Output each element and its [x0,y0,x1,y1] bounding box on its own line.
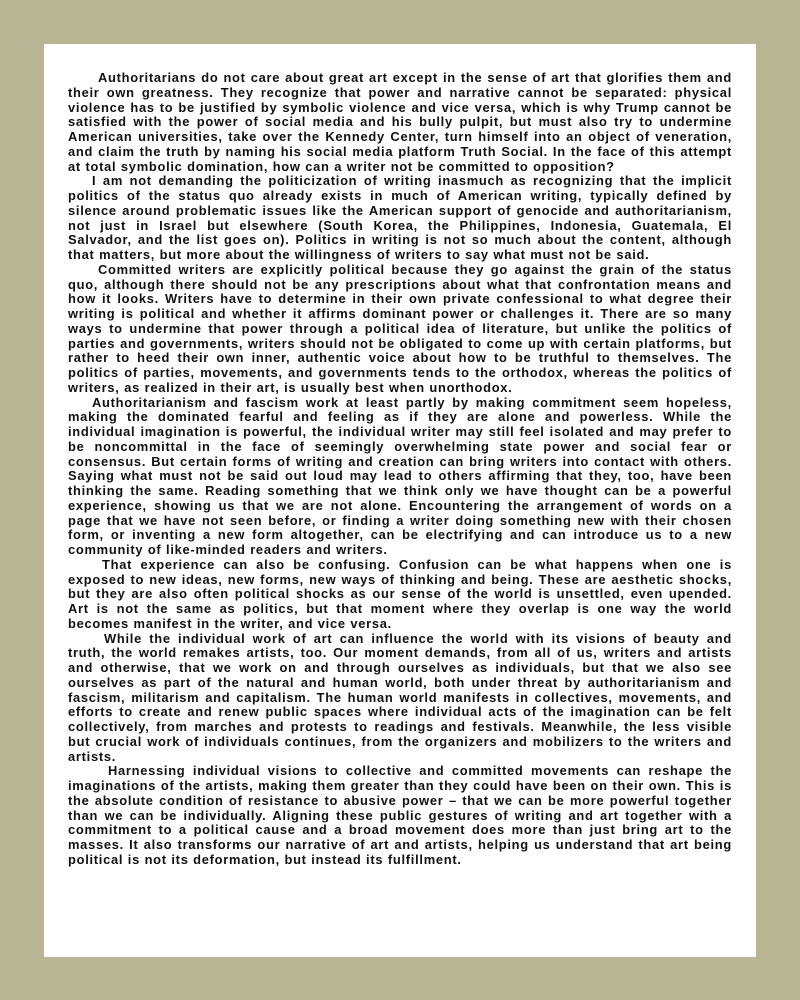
paragraph-2: I am not demanding the politicization of writing inasmuch as recognizing that the implicit politics of the status quo already exists in much of American writing, typically defined by silence around problematic issues like the American support of genocide and authoritarianism, not just in Israel but elsewhere (South Korea, the Philippines, Indonesia, Guatemala, El Salvador, and the list goes on). Politics in writing is not so much about the content, although that matters, but more about the willingness of writers to say what must not be said. [68,173,732,262]
document-page [44,44,756,957]
paragraph-7: Harnessing individual visions to collective and committed movements can reshape the imaginations of the artists, making them greater than they could have been on their own. This is the absolute condition of resistance to abusive power – that we can be more powerful together than we can be individually. Aligning these public gestures of writing and art together with a commitment to a political cause and a broad movement does more than just bring art to the masses. It also transforms our narrative of art and artists, helping us understand that art being political is not its deformation, but instead its fulfillment. [68,763,732,867]
paragraph-1: Authoritarians do not care about great art except in the sense of art that glorifies them and their own greatness. They recognize that power and narrative cannot be separated: physical violence has to be justified by symbolic violence and vice versa, which is why Trump cannot be satisfied with the power of social media and his bully pulpit, but must also try to undermine American universities, take over the Kennedy Center, turn himself into an object of veneration, and claim the truth by naming his social media platform Truth Social. In the face of this attempt at total symbolic domination, how can a writer not be committed to opposition? [68,70,732,174]
paragraph-4: Authoritarianism and fascism work at least partly by making commitment seem hopeless, making the dominated fearful and feeling as if they are alone and powerless. While the individual imagination is powerful, the individual writer may still feel isolated and may prefer to be noncommittal in the face of seemingly overwhelming state power and social fear or consensus. But certain forms of writing and creation can bring writers into contact with others. Saying what must not be said out loud may lead to others affirming that they, too, have been thinking the same. Reading something that we think only we have thought can be a powerful experience, showing us that we are not alone. Encountering the arrangement of words on a page that we have not seen before, or finding a writer doing something new with their chosen form, or inventing a new form altogether, can be electrifying and can introduce us to a new community of like-minded readers and writers. [68,394,732,557]
paragraph-6: While the individual work of art can influence the world with its visions of beauty and truth, the world remakes artists, too. Our moment demands, from all of us, writers and artists and otherwise, that we work on and through ourselves as individuals, but that we also see ourselves as part of the natural and human world, both under threat by authoritarianism and fascism, militarism and capitalism. The human world manifests in collectives, movements, and efforts to create and renew public spaces where individual acts of the imagination can be felt collectively, from marches and protests to readings and festivals. Meanwhile, the less visible but crucial work of individuals continues, from the organizers and mobilizers to the writers and artists. [68,630,732,764]
paragraph-3: Committed writers are explicitly political because they go against the grain of the status quo, although there should not be any prescriptions about what that confrontation means and how it looks. Writers have to determine in their own private confessional to what degree their writing is political and whether it affirms dominant power or challenges it. There are so many ways to undermine that power through a political idea of literature, but unlike the politics of parties and governments, writers should not be obligated to come up with certain platforms, but rather to heed their own inner, authentic voice about how to be truthful to themselves. The politics of parties, movements, and governments tends to the orthodox, whereas the politics of writers, as realized in their art, is usually best when unorthodox. [68,261,732,395]
paragraph-5: That experience can also be confusing. Confusion can be what happens when one is exposed to new ideas, new forms, new ways of thinking and being. These are aesthetic shocks, but they are also often political shocks as our sense of the world is unsettled, even upended. Art is not the same as politics, but that moment where they overlap is one way the world becomes manifest in the writer, and vice versa. [68,556,732,631]
